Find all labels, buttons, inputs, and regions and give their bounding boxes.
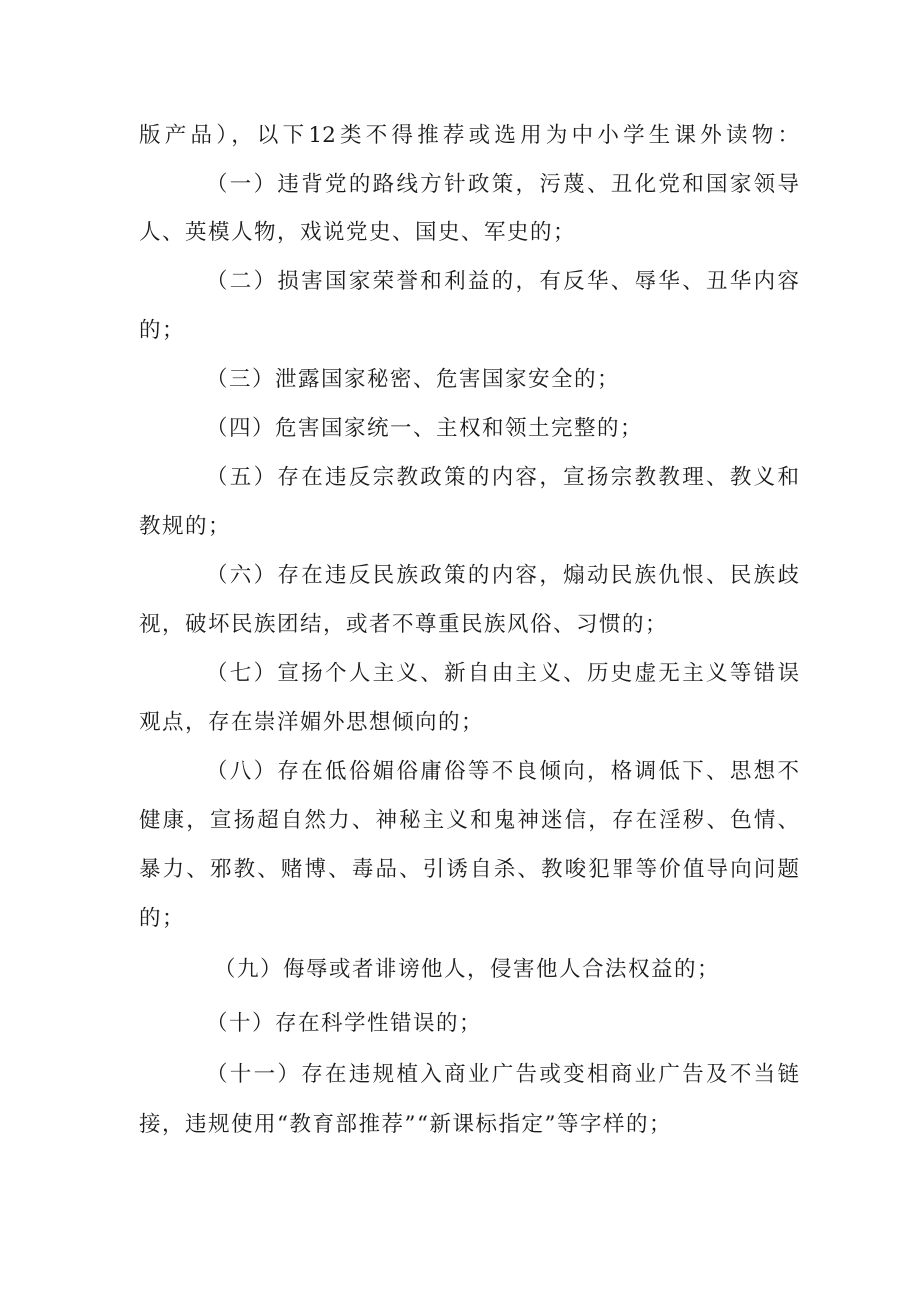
text-line: （七）宣扬个人主义、新自由主义、历史虚无主义等错误: [206, 661, 799, 686]
text-line: 暴力、邪教、赌博、毒品、引诱自杀、教唆犯罪等价值导向问题: [139, 857, 799, 882]
text-line: 视，破坏民族团结，或者不尊重民族风俗、习惯的；: [139, 612, 669, 637]
text-line: （三）泄露国家秘密、危害国家安全的；: [206, 367, 621, 392]
text-line: （十）存在科学性错误的；: [206, 1011, 483, 1036]
text-line: （四）危害国家统一、主权和领土完整的；: [206, 416, 644, 441]
text-line: （二）损害国家荣誉和利益的，有反华、辱华、丑华内容: [206, 269, 799, 294]
text-line: （九）侮辱或者诽谤他人，侵害他人合法权益的；: [214, 957, 721, 982]
text-line: （十一）存在违规植入商业广告或变相商业广告及不当链: [206, 1062, 799, 1087]
text-line: （六）存在违反民族政策的内容，煽动民族仇恨、民族歧: [206, 563, 799, 588]
text-line: 接，违规使用“教育部推荐”“新课标指定”等字样的；: [139, 1112, 672, 1137]
text-line: 人、英模人物，戏说党史、国史、军史的；: [139, 220, 577, 245]
text-line: （五）存在违反宗教政策的内容，宣扬宗教教理、教义和: [206, 465, 799, 490]
text-line: 版产品），以下12类不得推荐或选用为中小学生课外读物：: [139, 123, 799, 148]
text-line: 的；: [139, 906, 186, 931]
text-line: 教规的；: [139, 514, 232, 539]
text-line: 的；: [139, 318, 186, 343]
text-line: （一）违背党的路线方针政策，污蔑、丑化党和国家领导: [206, 172, 799, 197]
text-line: 健康，宣扬超自然力、神秘主义和鬼神迷信，存在淫秽、色情、: [139, 808, 799, 833]
text-line: （八）存在低俗媚俗庸俗等不良倾向，格调低下、思想不: [206, 759, 799, 784]
text-line: 观点，存在崇洋媚外思想倾向的；: [139, 710, 485, 735]
